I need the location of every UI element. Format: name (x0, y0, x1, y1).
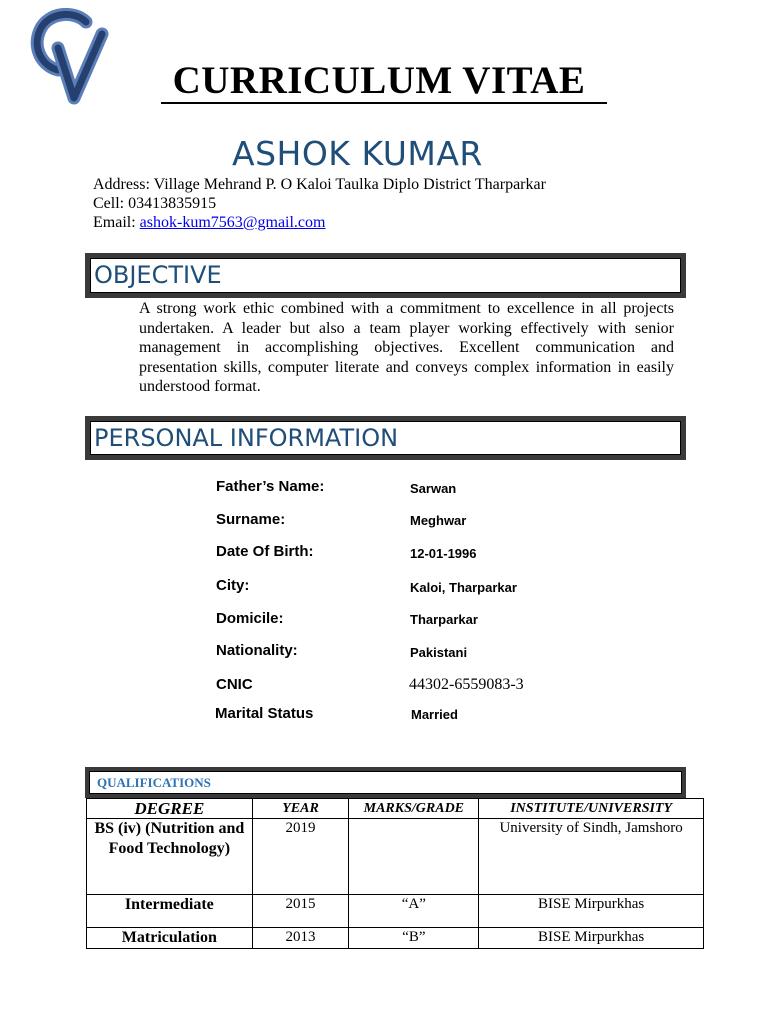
degree-cell: BS (iv) (Nutrition and Food Technology) (87, 819, 253, 895)
grade-cell: “B” (349, 928, 479, 949)
qualifications-table (86, 798, 704, 949)
fathers-name-value: Sarwan (410, 481, 457, 496)
table-header-row (87, 799, 704, 819)
column-header-year: YEAR (252, 799, 349, 819)
fathers-name-label: Father’s Name: (216, 478, 325, 495)
date-of-birth-label: Date Of Birth: (216, 543, 314, 560)
cnic-value: 44302-6559083-3 (409, 676, 524, 693)
city-label: City: (216, 577, 250, 594)
institute-cell: University of Sindh, Jamshoro (479, 819, 704, 895)
grade-cell (349, 819, 479, 895)
qualifications-heading-box (85, 767, 686, 798)
degree-cell: Intermediate (87, 895, 253, 928)
email-link[interactable]: ashok-kum7563@gmail.com (139, 214, 326, 231)
objective-heading: OBJECTIVE (90, 258, 681, 293)
surname-value: Meghwar (410, 513, 467, 528)
objective-text: A strong work ethic combined with a commitment to excellence in all projects undertaken. A leader but also a team player working effectively with senior management in accomplishing objectives. Excellent communication and presentation skills, computer literate and conveys complex information in easily understood format. (139, 300, 674, 396)
personal-info-heading-box (85, 416, 686, 460)
table-row (87, 895, 704, 928)
personal-info-heading: PERSONAL INFORMATION (90, 421, 681, 455)
candidate-name: ASHOK KUMAR (232, 134, 483, 173)
address-line: Address: Village Mehrand P. O Kaloi Taulka Diplo District Tharparkar (93, 176, 546, 193)
institute-cell: BISE Mirpurkhas (479, 928, 704, 949)
qualifications-heading: QUALIFICATIONS (89, 771, 682, 794)
column-header-institute: INSTITUTE/UNIVERSITY (479, 799, 704, 819)
column-header-marks: MARKS/GRADE (349, 799, 479, 819)
surname-label: Surname: (216, 511, 286, 528)
city-value: Kaloi, Tharparkar (410, 580, 517, 595)
cell-line: Cell: 03413835915 (93, 195, 217, 212)
year-cell: 2013 (252, 928, 349, 949)
institute-cell: BISE Mirpurkhas (479, 895, 704, 928)
email-line (93, 214, 325, 232)
document-title: CURRICULUM VITAE (0, 58, 768, 103)
degree-cell: Matriculation (87, 928, 253, 949)
year-cell: 2015 (252, 895, 349, 928)
column-header-degree: DEGREE (87, 799, 253, 819)
date-of-birth-value: 12-01-1996 (410, 546, 477, 561)
domicile-value: Tharparkar (410, 612, 478, 627)
grade-cell: “A” (349, 895, 479, 928)
domicile-label: Domicile: (216, 610, 284, 627)
table-row (87, 928, 704, 949)
email-label: Email: (93, 214, 140, 231)
nationality-value: Pakistani (410, 645, 468, 660)
marital-status-label: Marital Status (215, 705, 314, 722)
nationality-label: Nationality: (216, 642, 298, 659)
marital-status-value: Married (411, 707, 458, 722)
cnic-label: CNIC (216, 676, 253, 693)
year-cell: 2019 (252, 819, 349, 895)
table-row (87, 819, 704, 895)
objective-heading-box (85, 253, 686, 298)
